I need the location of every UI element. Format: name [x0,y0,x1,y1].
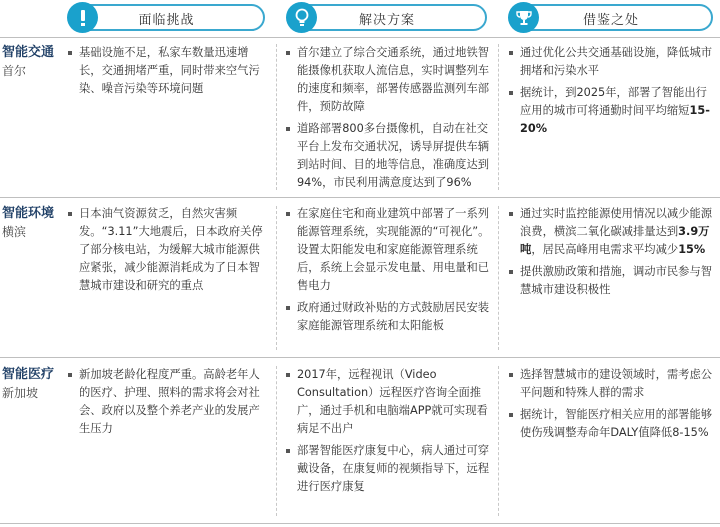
list-item: 道路部署800多台摄像机，自动在社交平台上发布交通状况，诱导屏提供车辆到站时间、目的地等信息，准确度达到94%，市民利用满意度达到了96% [284,120,492,192]
top-divider [0,37,720,38]
row-city: 首尔 [2,64,27,78]
lessons-cell [507,44,713,142]
list-item: 在家庭住宅和商业建筑中部署了一系列能源管理系统，实现能源的“可视化”。设置太阳能发电和家庭能源管理系统后，系统上会显示发电量、用电量和已售电力 [284,205,492,295]
list-item: 政府通过财政补贴的方式鼓励居民安装家庭能源管理系统和太阳能板 [284,299,492,335]
list-item: 提供激励政策和措施，调动市民参与智慧城市建设积极性 [507,263,713,299]
lessons-cell [507,205,713,303]
column-divider [276,44,277,190]
column-divider [276,206,277,350]
lessons-cell [507,366,713,446]
column-divider [498,206,499,350]
list-item: 日本油气资源贫乏，自然灾害频发。“3.11”大地震后，日本政府关停了部分核电站，为缓解大城市能源供应紧张，减少能源消耗成为了日本智慧城市建设和研究的重点 [66,205,270,295]
solutions-cell [284,44,492,196]
header-label: 借鉴之处 [582,13,639,28]
list-item-text: ，居民高峰用电需求平均减少 [531,243,679,256]
highlight-value: 3.9万吨 [520,225,710,256]
row-divider [0,197,720,198]
list-item-text: 据统计，到2025年，部署了智能出行应用的城市可将通勤时间平均缩短 [520,86,707,117]
list-item: 基础设施不足，私家车数量迅速增长，交通拥堵严重，同时带来空气污染、噪音污染等环境问题 [66,44,270,98]
highlight-value: 15-20% [520,104,710,135]
header-label: 解决方案 [358,13,415,28]
list-item: 首尔建立了综合交通系统，通过地铁智能摄像机获取人流信息，实时调整列车的速度和频率，部署传感器监测列车部件，预防故障 [284,44,492,116]
row-title: 智能环境 [2,206,55,221]
column-divider [498,44,499,190]
row-header-environment [2,205,54,241]
header-solutions [287,4,487,31]
solutions-cell [284,205,492,339]
row-title: 智能医疗 [2,367,55,382]
solutions-cell [284,366,492,500]
row-title: 智能交通 [2,45,55,60]
list-item: 新加坡老龄化程度严重。高龄老年人的医疗、护理、照料的需求将会对社会、政府以及整个养老产业的发展产生压力 [66,366,270,438]
row-city: 新加坡 [2,386,39,400]
row-header-traffic [2,44,54,80]
row-divider [0,357,720,358]
bottom-divider [0,523,720,524]
list-item: 据统计，智能医疗相关应用的部署能够使伤残调整寿命年DALY值降低8-15% [507,406,713,442]
list-item: 部署智能医疗康复中心，病人通过可穿戴设备，在康复师的视频指导下，远程进行医疗康复 [284,442,492,496]
row-header-healthcare [2,366,54,402]
header-challenges [68,4,265,31]
list-item: 通过优化公共交通基础设施，降低城市拥堵和污染水平 [507,44,713,80]
column-divider [276,366,277,516]
challenges-cell [66,44,270,102]
challenges-cell [66,366,270,442]
list-item: 选择智慧城市的建设领域时，需考虑公平问题和特殊人群的需求 [507,366,713,402]
list-item: 2017年，远程视讯（Video Consultation）远程医疗咨询全面推广，通过手机和电脑端APP就可实现看病足不出户 [284,366,492,438]
challenges-cell [66,205,270,299]
column-divider [498,366,499,516]
list-item-text: 通过实时监控能源使用情况以减少能源浪费，横滨二氧化碳减排量达到 [520,207,713,238]
list-item [507,205,713,259]
header-lessons [509,4,713,31]
list-item [507,84,713,138]
header-label: 面临挑战 [138,13,195,28]
highlight-value: 15% [678,243,706,256]
row-city: 横滨 [2,225,27,239]
